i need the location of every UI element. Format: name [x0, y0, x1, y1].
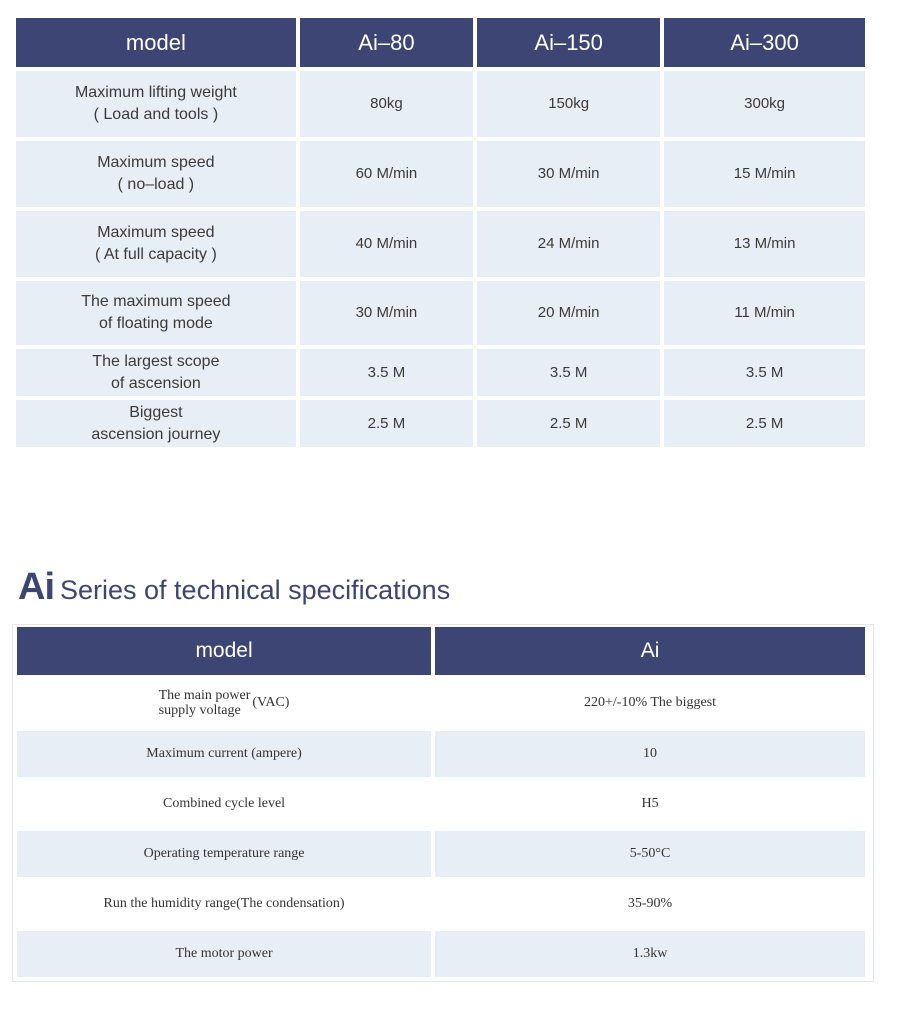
- table-header-row: [16, 18, 865, 67]
- table-row: [16, 400, 865, 447]
- cell-value: 24 M/min: [477, 211, 660, 277]
- table-row: [17, 881, 865, 927]
- header-ai-300: Ai–300: [664, 18, 865, 67]
- cell-value: 10: [435, 731, 865, 777]
- cell-value: 2.5 M: [477, 400, 660, 447]
- cell-value: H5: [435, 781, 865, 827]
- table-row: [17, 931, 865, 977]
- row-label: Maximum speed ( no–load ): [16, 141, 296, 207]
- row-label: Maximum lifting weight ( Load and tools ): [16, 71, 296, 137]
- cell-value: 150kg: [477, 71, 660, 137]
- cell-value: 11 M/min: [664, 281, 865, 345]
- header-model: model: [17, 627, 431, 675]
- table-row: [17, 781, 865, 827]
- cell-value: 30 M/min: [477, 141, 660, 207]
- spec-table: [13, 623, 869, 981]
- cell-value: 5-50°C: [435, 831, 865, 877]
- row-label: The main power supply voltage (VAC): [17, 679, 431, 727]
- header-ai-150: Ai–150: [477, 18, 660, 67]
- cell-value: 2.5 M: [664, 400, 865, 447]
- row-label: The largest scope of ascension: [16, 349, 296, 396]
- table-row: [17, 679, 865, 727]
- cell-value: 1.3kw: [435, 931, 865, 977]
- row-label: Maximum speed ( At full capacity ): [16, 211, 296, 277]
- table-row: [16, 281, 865, 345]
- row-label: Run the humidity range(The condensation): [17, 881, 431, 927]
- header-ai: Ai: [435, 627, 865, 675]
- row-label: Maximum current (ampere): [17, 731, 431, 777]
- table-row: [17, 831, 865, 877]
- cell-value: 13 M/min: [664, 211, 865, 277]
- table-row: [16, 71, 865, 137]
- table-row: [17, 731, 865, 777]
- row-label: Combined cycle level: [17, 781, 431, 827]
- row-label: The maximum speed of floating mode: [16, 281, 296, 345]
- cell-value: 15 M/min: [664, 141, 865, 207]
- spec-table-frame: [12, 624, 874, 982]
- model-comparison-table: [12, 14, 869, 451]
- cell-value: 40 M/min: [300, 211, 473, 277]
- heading-text: Series of technical specifications: [60, 575, 451, 605]
- cell-value: 3.5 M: [300, 349, 473, 396]
- heading-prefix: Ai: [18, 566, 54, 608]
- row-label: The motor power: [17, 931, 431, 977]
- cell-value: 60 M/min: [300, 141, 473, 207]
- cell-value: 220+/-10% The biggest: [435, 679, 865, 727]
- cell-value: 3.5 M: [664, 349, 865, 396]
- header-model: model: [16, 18, 296, 67]
- cell-value: 30 M/min: [300, 281, 473, 345]
- row-label: Biggest ascension journey: [16, 400, 296, 447]
- cell-value: 35-90%: [435, 881, 865, 927]
- cell-value: 20 M/min: [477, 281, 660, 345]
- table-row: [16, 349, 865, 396]
- cell-value: 80kg: [300, 71, 473, 137]
- row-label: Operating temperature range: [17, 831, 431, 877]
- table-header-row: [17, 627, 865, 675]
- cell-value: 3.5 M: [477, 349, 660, 396]
- section-heading: [18, 566, 450, 609]
- table-row: [16, 211, 865, 277]
- table-row: [16, 141, 865, 207]
- cell-value: 300kg: [664, 71, 865, 137]
- header-ai-80: Ai–80: [300, 18, 473, 67]
- cell-value: 2.5 M: [300, 400, 473, 447]
